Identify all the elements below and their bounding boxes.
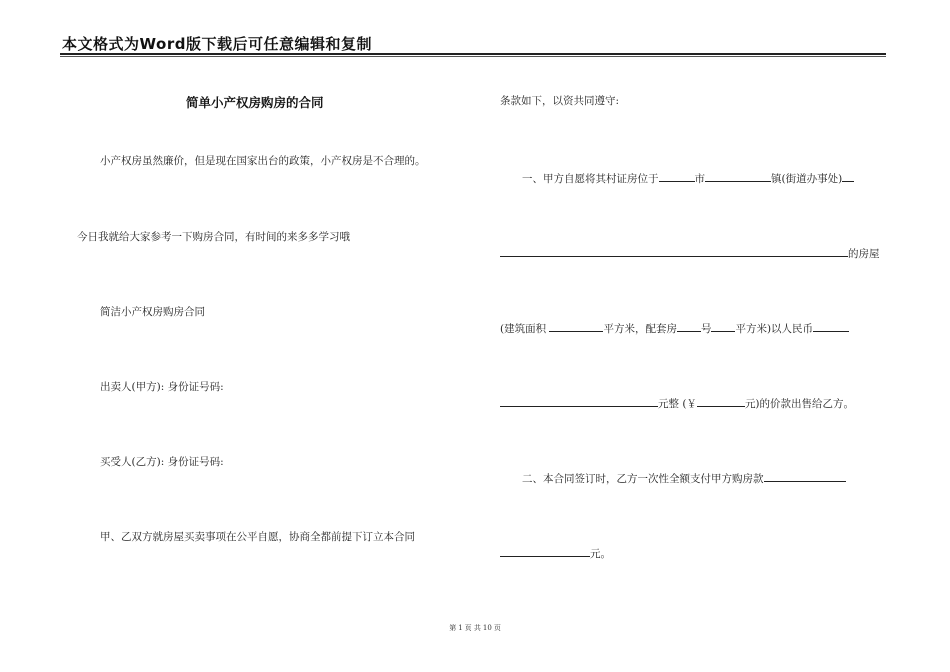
clause-1-house: 的房屋 (848, 248, 880, 260)
paragraph-seller: 出卖人(甲方): 身份证号码: (100, 381, 224, 393)
clause-1-yuan: 元整 (￥ (658, 398, 697, 410)
clause-1-line-2 (500, 245, 880, 261)
blank-city[interactable] (659, 170, 695, 182)
blank-area[interactable] (549, 320, 603, 332)
clause-2-line-2 (500, 545, 611, 561)
clause-2-suffix: 元。 (590, 548, 611, 560)
clause-1-yuan2: 元)的价款出售给乙方。 (744, 398, 855, 410)
paragraph-2: 今日我就给大家参考一下购房合同，有时间的来多多学习哦 (77, 231, 350, 243)
blank-town[interactable] (705, 170, 771, 182)
document-title: 简单小产权房购房的合同 (186, 95, 324, 110)
clause-2-prefix: 二、本合同签订时，乙方一次性全额支付甲方购房款 (522, 473, 764, 485)
clause-1-line-1 (522, 170, 854, 186)
paragraph-3: 简洁小产权房购房合同 (100, 306, 205, 318)
blank-payment[interactable] (764, 470, 846, 482)
blank-address[interactable] (500, 245, 848, 257)
clause-1-town: 镇(街道办事处) (771, 173, 843, 185)
paragraph-buyer: 买受人(乙方): 身份证号码: (100, 456, 224, 468)
clause-1-city: 市 (694, 173, 705, 185)
clause-1-hao: 号 (700, 323, 712, 335)
footer-page-mid: 页 共 (464, 624, 481, 632)
footer-page-label: 第 (449, 624, 457, 632)
blank-annex-room[interactable] (677, 320, 701, 332)
footer-page-end: 页 (493, 624, 501, 632)
header-rule-thick (60, 53, 886, 55)
document-header: 本文格式为Word版下载后可任意编辑和复制 (62, 35, 372, 53)
right-paragraph-1: 条款如下，以资共同遵守: (500, 95, 620, 107)
clause-1-rmb: 平方米)以人民币 (735, 323, 814, 335)
blank-rmb[interactable] (813, 320, 849, 332)
footer-total-pages: 10 (482, 624, 492, 632)
page-footer (0, 623, 950, 633)
paragraph-1: 小产权房虽然廉价，但是现在国家出台的政策，小产权房是不合理的。 (100, 155, 426, 167)
clause-1-area-prefix: (建筑面积 (500, 323, 547, 335)
blank-price-number[interactable] (697, 395, 745, 407)
footer-page-number: 1 (458, 624, 463, 632)
blank-price-words[interactable] (500, 395, 658, 407)
clause-1-area-unit: 平方米，配套房 (603, 323, 677, 335)
clause-1-line-3 (500, 320, 849, 336)
clause-1-prefix: 一、甲方自愿将其村证房位于 (522, 173, 659, 185)
blank-after-town[interactable] (842, 170, 854, 182)
clause-2-line-1 (522, 470, 846, 486)
blank-payment-cont[interactable] (500, 545, 590, 557)
blank-annex-area[interactable] (711, 320, 735, 332)
paragraph-agreement: 甲、乙双方就房屋买卖事项在公平自愿，协商全都前提下订立本合同 (100, 531, 415, 543)
header-rule-thin (60, 56, 886, 57)
clause-1-line-4 (500, 395, 854, 411)
